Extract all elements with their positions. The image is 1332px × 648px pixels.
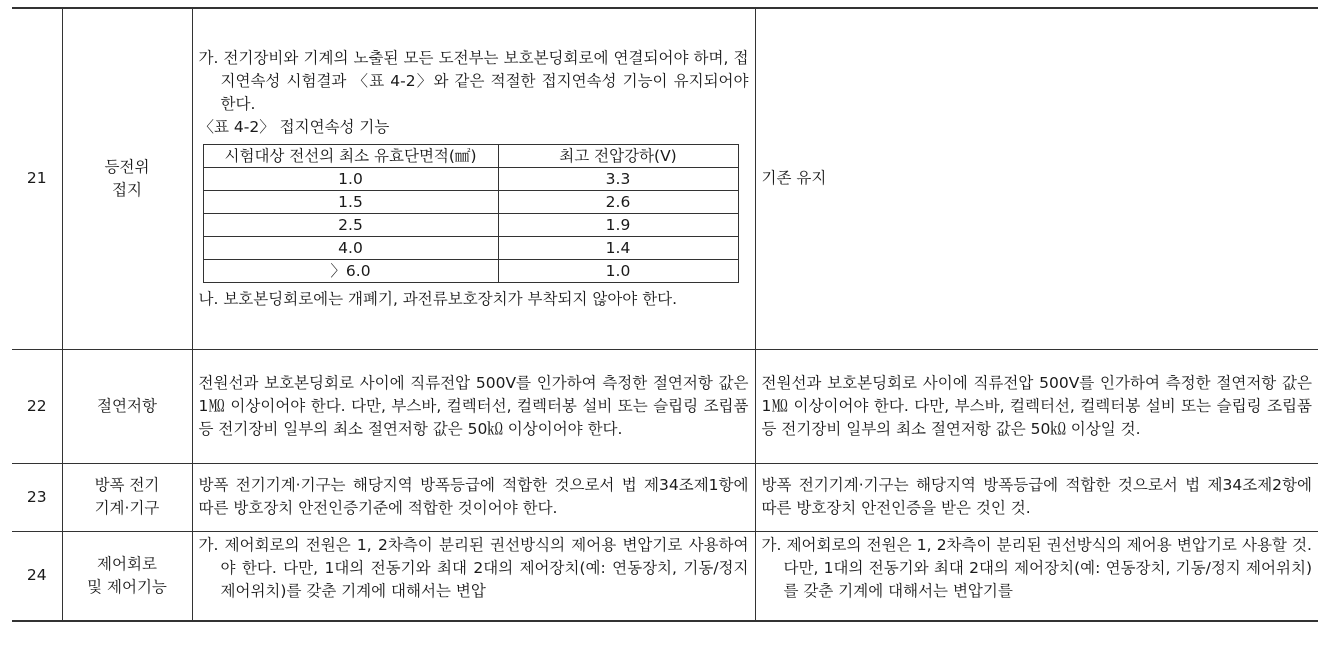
clause-a: 가. 제어회로의 전원은 1, 2차측이 분리된 권선방식의 제어용 변압기로 사용하여야 한다. 다만, 1대의 전동기와 최대 2대의 제어장치(예: 연동장치, 기동/정지 제어위치)를 갖춘 기계에 대해서는 변압: [198, 535, 749, 600]
voltage-drop-value: 1.0: [498, 259, 738, 282]
revised-standard-cell: 전원선과 보호본딩회로 사이에 직류전압 500V를 인가하여 측정한 절연저항 값은 1㏁ 이상이어야 한다. 다만, 부스바, 컬렉터선, 컬렉터봉 설비 또는 슬립링 조립품 등 전기장비 일부의 최소 절연저항 값은 50㏀ 이상일 것.: [755, 349, 1318, 463]
continuity-row: [203, 167, 738, 190]
cross-section-value: 1.5: [203, 190, 498, 213]
cross-section-value: 2.5: [203, 213, 498, 236]
item-name-line: 절연저항: [97, 396, 157, 415]
continuity-header: 최고 전압강하(V): [498, 144, 738, 167]
table-caption: 〈표 4-2〉 접지연속성 기능: [198, 117, 390, 136]
continuity-header: 시험대상 전선의 최소 유효단면적(㎟): [203, 144, 498, 167]
table-row: [12, 463, 1318, 531]
regulation-comparison-table: [12, 7, 1318, 622]
current-standard-cell: [192, 8, 755, 349]
continuity-header-row: [203, 144, 738, 167]
clause-b: 나. 보호본딩회로에는 개폐기, 과전류보호장치가 부착되지 않아야 한다.: [198, 289, 678, 308]
voltage-drop-value: 1.4: [498, 236, 738, 259]
item-name: [62, 349, 192, 463]
current-standard-cell: 방폭 전기기계·기구는 해당지역 방폭등급에 적합한 것으로서 법 제34조제1항에 따른 방호장치 안전인증기준에 적합한 것이어야 한다.: [192, 463, 755, 531]
current-standard-cell: [192, 531, 755, 621]
item-name: [62, 463, 192, 531]
item-name-line: 기계·기구: [94, 499, 160, 517]
table-row: [12, 349, 1318, 463]
cross-section-value: 1.0: [203, 167, 498, 190]
continuity-table: [203, 144, 739, 283]
current-standard-cell: 전원선과 보호본딩회로 사이에 직류전압 500V를 인가하여 측정한 절연저항 값은 1㏁ 이상이어야 한다. 다만, 부스바, 컬렉터선, 컬렉터봉 설비 또는 슬립링 조립품 등 전기장비 일부의 최소 절연저항 값은 50㏀ 이상이어야 한다.: [192, 349, 755, 463]
row-number: 22: [12, 349, 62, 463]
continuity-row: [203, 259, 738, 282]
voltage-drop-value: 1.9: [498, 213, 738, 236]
revised-standard-cell: [755, 531, 1318, 621]
item-name: [62, 531, 192, 621]
continuity-row: [203, 190, 738, 213]
table-row: [12, 531, 1318, 621]
row-number: 24: [12, 531, 62, 621]
table-row: [12, 8, 1318, 349]
cross-section-value: 〉6.0: [203, 259, 498, 282]
voltage-drop-value: 3.3: [498, 167, 738, 190]
item-name: [62, 8, 192, 349]
item-name-line: 등전위: [104, 157, 150, 176]
row-number: 21: [12, 8, 62, 349]
clause-a: 가. 제어회로의 전원은 1, 2차측이 분리된 권선방식의 제어용 변압기로 사용할 것. 다만, 1대의 전동기와 최대 2대의 제어장치(예: 연동장치, 기동/정지 제어위치)를 갖춘 기계에 대해서는 변압기를: [761, 535, 1312, 600]
cross-section-value: 4.0: [203, 236, 498, 259]
revised-standard-cell: 방폭 전기기계·기구는 해당지역 방폭등급에 적합한 것으로서 법 제34조제2항에 따른 방호장치 안전인증을 받은 것인 것.: [755, 463, 1318, 531]
item-name-line: 접지: [112, 180, 142, 199]
item-name-line: 제어회로: [97, 554, 157, 573]
revised-standard-cell: 기존 유지: [755, 8, 1318, 349]
item-name-line: 방폭 전기: [94, 476, 160, 494]
continuity-row: [203, 213, 738, 236]
continuity-row: [203, 236, 738, 259]
item-name-line: 및 제어기능: [87, 577, 167, 596]
row-number: 23: [12, 463, 62, 531]
clause-a: 가. 전기장비와 기계의 노출된 모든 도전부는 보호본딩회로에 연결되어야 하며, 접지연속성 시험결과 〈표 4-2〉와 같은 적절한 접지연속성 기능이 유지되어야 한다.: [198, 48, 749, 113]
voltage-drop-value: 2.6: [498, 190, 738, 213]
